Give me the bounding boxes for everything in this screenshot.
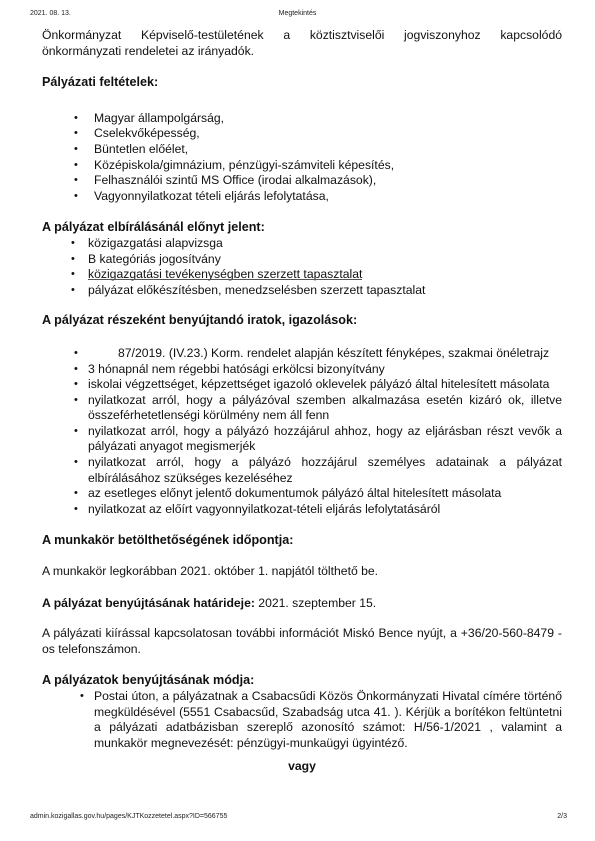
footer-url: admin.kozigallas.gov.hu/pages/KJTKozzetetel.aspx?ID=566755 [30,813,228,820]
list-item: • az esetleges előnyt jelentő dokumentumok pályázó által hitelesített másolata [74,486,502,501]
bullet-icon: • [71,268,75,281]
info-paragraph: A pályázati kiírással kapcsolatosan további információt Miskó Bence nyújt, a +36/20-560-8479 -os telefonszámon. [42,626,562,656]
bullet-icon: • [74,127,78,140]
bullet-icon: • [74,142,78,155]
deadline-value: 2021. szeptember 15. [258,595,377,610]
advantages-heading: A pályázat elbírálásánál előnyt jelent: [42,220,265,235]
list-item: • nyilatkozat arról, hogy a pályázó hozzájárul ahhoz, hogy az eljárásban részt vevők a pályázati anyagot megismerjék [74,423,562,454]
bullet-icon: • [74,189,78,202]
bullet-icon: • [74,393,78,406]
list-item: • pályázat előkészítésben, menedzselésben szerzett tapasztalat [71,282,426,297]
struck-item-text: közigazgatási tevékenységben szerzett tapasztalat [88,267,363,282]
start-heading: A munkakör betölthetőségének időpontja: [42,533,294,548]
deadline-label: A pályázat benyújtásának határideje: [42,595,255,610]
list-item: • Magyar állampolgárság, [74,110,225,125]
list-item: • iskolai végzettséget, képzettséget igazoló oklevelek pályázó által hitelesített másolata [74,377,550,392]
documents-list [42,346,562,518]
list-item: • 3 hónapnál nem régebbi hatósági erkölcsi bizonyítvány [74,361,385,376]
list-item: • Postai úton, a pályázatnak a Csabacsűdi Közös Önkormányzati Hivatal címére történő megküldésével (5551 Csabacsűd, Szabadság utca 41. ). Kérjük a borítékon feltüntetni a pályázati adatbázisban szereplő azonosító számot: H/56-1/2021 , valamint a munkakör megnevezését: pénzügyi-munkaügyi ügyintéző. [80,689,562,750]
bullet-icon: • [71,236,75,249]
bullet-icon: • [80,690,84,702]
document-body [42,28,562,775]
list-item: • Felhasználói szintű MS Office (irodai alkalmazások), [74,173,377,188]
conditions-list [42,111,562,205]
bullet-icon: • [74,362,78,375]
list-item: • nyilatkozat az előírt vagyonnyilatkozat-tételi eljárás lefolytatásáról [74,501,441,516]
bullet-icon: • [74,487,78,500]
list-item: • B kategóriás jogosítvány [71,251,221,266]
page-number: 2/3 [557,813,567,820]
list-item: • Vagyonnyilatkozat tételi eljárás lefolytatása, [74,188,329,203]
conditions-heading: Pályázati feltételek: [42,75,159,90]
bullet-icon: • [74,346,78,359]
bullet-icon: • [74,378,78,391]
bullet-icon: • [74,174,78,187]
method-list [42,689,562,751]
bullet-icon: • [71,283,75,296]
list-item: • közigazgatási alapvizsga [71,235,223,250]
bullet-icon: • [74,158,78,171]
bullet-icon: • [71,252,75,265]
bullet-icon: • [74,502,78,515]
bullet-icon: • [74,111,78,124]
advantages-list [42,236,562,298]
list-item [71,267,562,283]
list-item: • 87/2019. (IV.23.) Korm. rendelet alapján készített fényképes, szakmai önéletrajz [74,345,550,360]
intro-paragraph: Önkormányzat Képviselő-testületének a köztisztviselői jogviszonyhoz kapcsolódó önkormányzati rendeletei az irányadók. [42,28,562,58]
deadline-line [42,596,562,612]
start-text: A munkakör legkorábban 2021. október 1. napjától tölthető be. [42,564,379,579]
method-heading: A pályázatok benyújtásának módja: [42,673,255,688]
bullet-icon: • [74,424,78,437]
print-date: 2021. 08. 13. [30,10,71,17]
bullet-icon: • [74,456,78,469]
list-item: • Középiskola/gimnázium, pénzügyi-számviteli képesítés, [74,157,395,172]
list-item: • nyilatkozat arról, hogy a pályázó hozzájárul személyes adatainak a pályázat elbírálásához szükséges kezeléséhez [74,455,562,485]
print-header-title: Megtekintés [278,10,317,17]
or-separator: vagy [288,759,316,774]
list-item: • Büntetlen előélet, [74,141,189,156]
documents-heading: A pályázat részeként benyújtandó iratok, igazolások: [42,313,358,328]
list-item: • nyilatkozat arról, hogy a pályázóval szemben alkalmazása esetén kizáró ok, illetve összeférhetetlenségi körülmény nem áll fenn [74,392,562,423]
list-item: • Cselekvőképesség, [74,126,200,141]
